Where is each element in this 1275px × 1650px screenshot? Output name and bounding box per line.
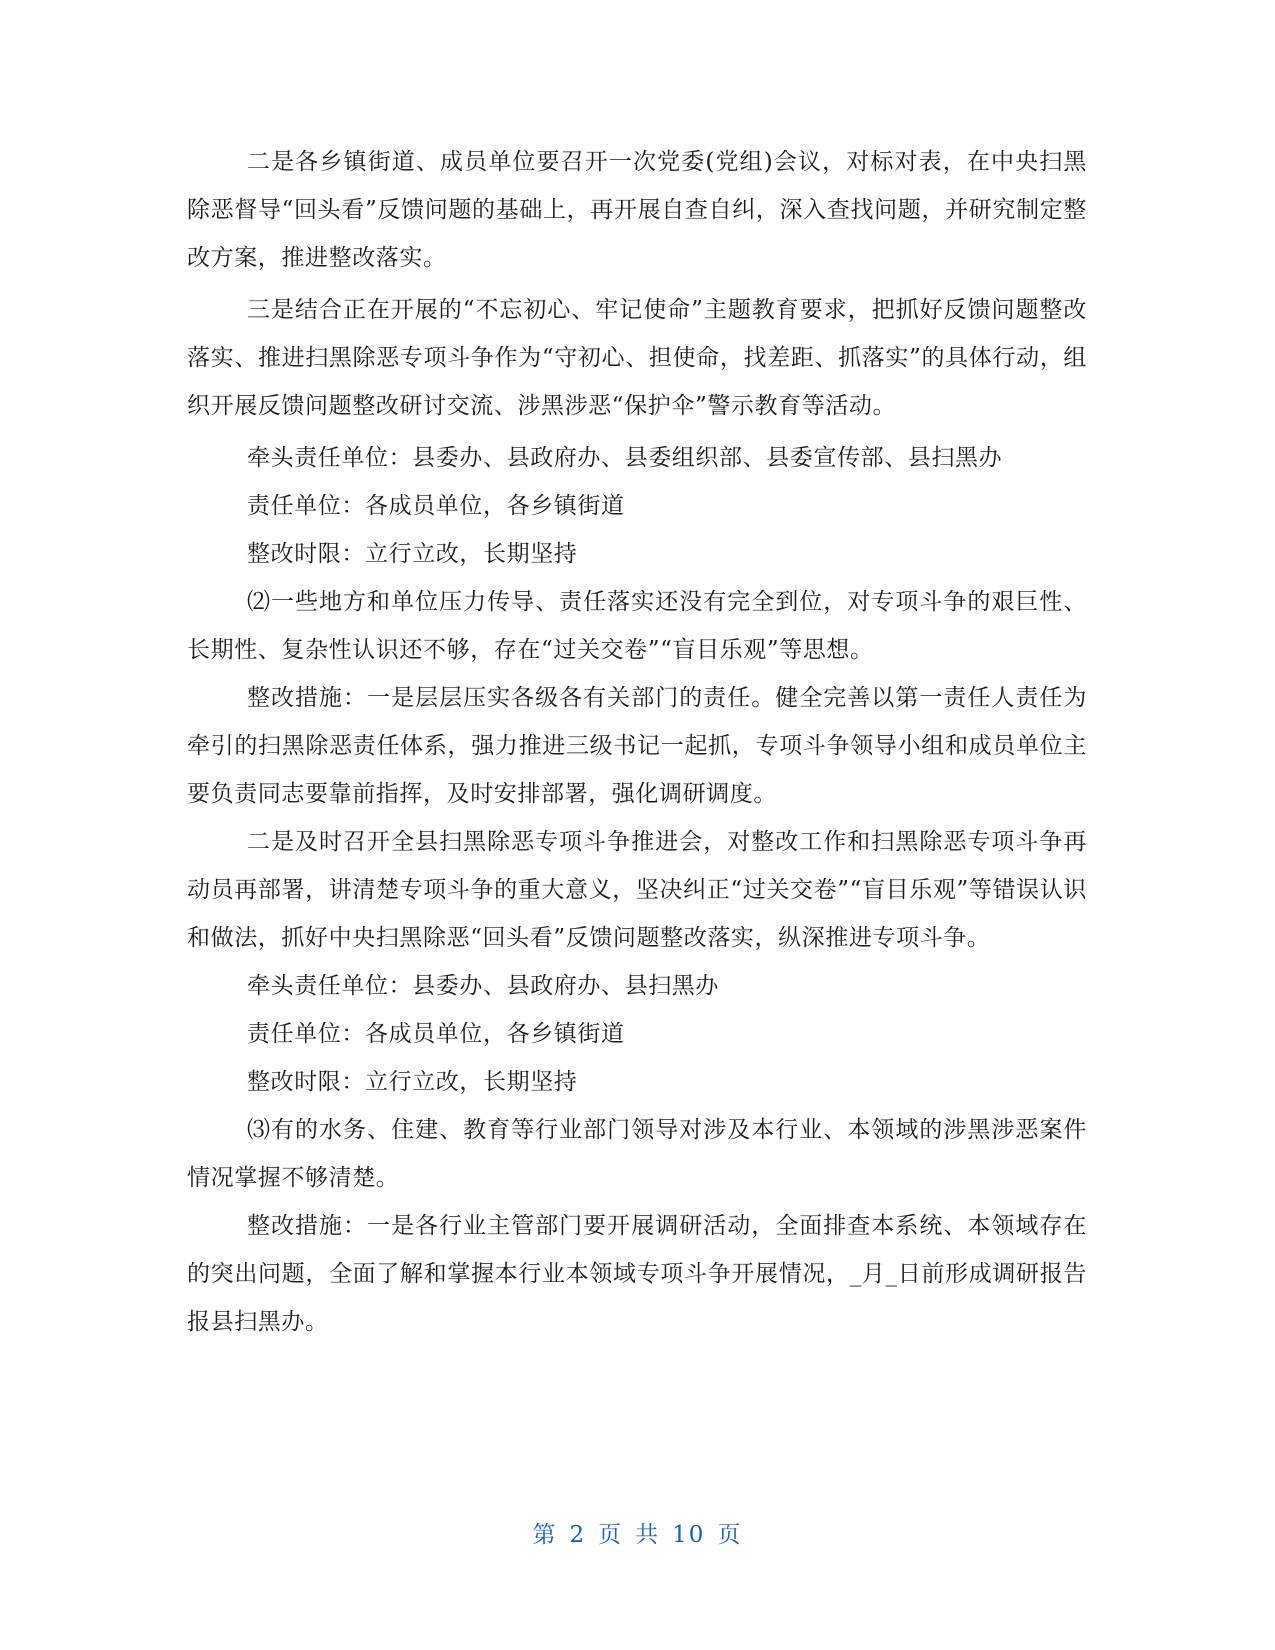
paragraph: 整改措施：一是各行业主管部门要开展调研活动，全面排查本系统、本领域存在的突出问题，全面了解和掌握本行业本领域专项斗争开展情况，_月_日前形成调研报告报县扫黑办。 [187, 1213, 1087, 1335]
page-number-footer [0, 1516, 1275, 1549]
paragraph: 二是各乡镇街道、成员单位要召开一次党委(党组)会议，对标对表，在中央扫黑除恶督导“回头看”反馈问题的基础上，再开展自查自纠，深入查找问题，并研究制定整改方案，推进整改落实。 [187, 149, 1087, 271]
paragraph: 二是及时召开全县扫黑除恶专项斗争推进会，对整改工作和扫黑除恶专项斗争再动员再部署，讲清楚专项斗争的重大意义，坚决纠正“过关交卷”“盲目乐观”等错误认识和做法，抓好中央扫黑除恶“回头看”反馈问题整改落实，纵深推进专项斗争。 [187, 829, 1087, 951]
total-page-number: 10 [672, 1522, 706, 1548]
paragraph: ⑵一些地方和单位压力传导、责任落实还没有完全到位，对专项斗争的艰巨性、长期性、复杂性认识还不够，存在“过关交卷”“盲目乐观”等思想。 [187, 589, 1087, 663]
paragraph: 责任单位：各成员单位，各乡镇街道 [247, 1021, 625, 1047]
current-page-number: 2 [569, 1522, 587, 1548]
paragraph: 牵头责任单位：县委办、县政府办、县扫黑办 [247, 973, 719, 999]
paragraph: ⑶有的水务、住建、教育等行业部门领导对涉及本行业、本领域的涉黑涉恶案件情况掌握不够清楚。 [187, 1117, 1087, 1191]
footer-prefix: 第 [532, 1522, 558, 1548]
paragraph: 整改措施：一是层层压实各级各有关部门的责任。健全完善以第一责任人责任为牵引的扫黑除恶责任体系，强力推进三级书记一起抓，专项斗争领导小组和成员单位主要负责同志要靠前指挥，及时安排部署，强化调研调度。 [187, 685, 1087, 807]
document-body [187, 138, 1087, 1346]
paragraph: 整改时限：立行立改，长期坚持 [247, 541, 578, 567]
paragraph: 整改时限：立行立改，长期坚持 [247, 1069, 578, 1095]
footer-total-word: 共 [635, 1522, 661, 1548]
paragraph: 三是结合正在开展的“不忘初心、牢记使命”主题教育要求，把抓好反馈问题整改落实、推进扫黑除恶专项斗争作为“守初心、担使命，找差距、抓落实”的具体行动，组织开展反馈问题整改研讨交流、涉黑涉恶“保护伞”警示教育等活动。 [187, 297, 1087, 419]
paragraph: 责任单位：各成员单位，各乡镇街道 [247, 493, 625, 519]
paragraph: 牵头责任单位：县委办、县政府办、县委组织部、县委宣传部、县扫黑办 [247, 445, 1003, 471]
footer-page-word: 页 [598, 1522, 624, 1548]
footer-suffix: 页 [717, 1522, 743, 1548]
